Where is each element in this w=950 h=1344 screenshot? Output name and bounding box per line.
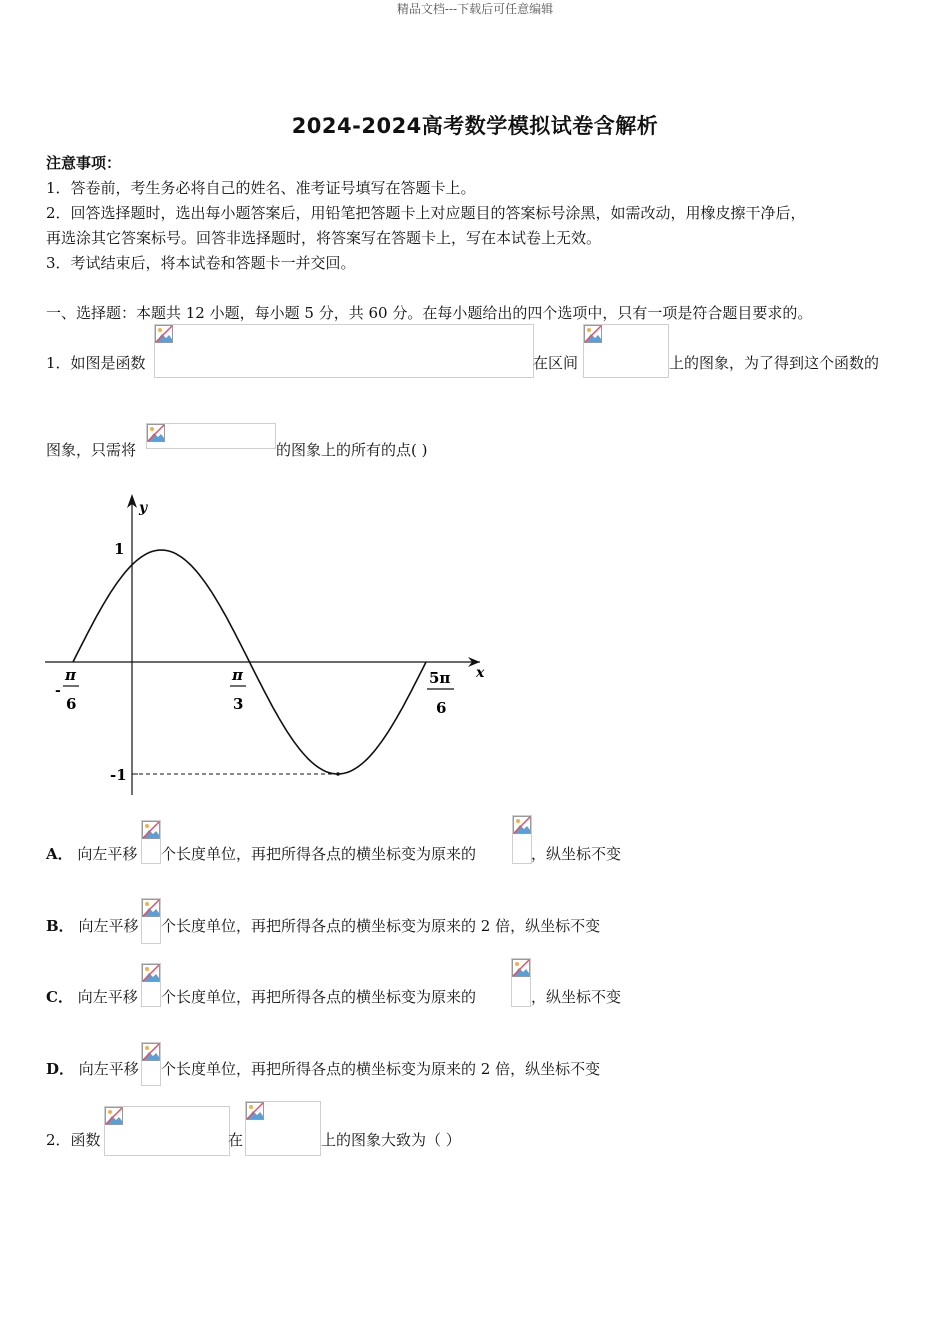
broken-image-icon <box>246 1102 264 1120</box>
broken-image-icon <box>142 821 160 839</box>
option-c-text-2: 个长度单位，再把所得各点的横坐标变为原来的 <box>161 988 477 1006</box>
tick-neg-pi6-den: 6 <box>66 695 77 713</box>
interval-image <box>583 324 669 378</box>
section-1-heading: 一、选择题：本题共 12 小题，每小题 5 分，共 60 分。在每小题给出的四个选项中，只有一项是符合题目要求的。 <box>46 304 813 322</box>
option-d-text-1: 向左平移 <box>78 1060 139 1078</box>
tick-pi3-den: 3 <box>233 695 244 713</box>
option-c-text-3: ，纵坐标不变 <box>531 988 622 1006</box>
tick-5pi6-den: 6 <box>436 699 447 717</box>
formula-image <box>104 1106 230 1156</box>
option-b-text-2: 个长度单位，再把所得各点的横坐标变为原来的 2 倍，纵坐标不变 <box>161 917 601 935</box>
option-b-text-1: 向左平移 <box>78 917 139 935</box>
broken-image-icon <box>105 1107 123 1125</box>
option-a-text-3: ，纵坐标不变 <box>531 845 622 863</box>
q1-text-3: 上的图象，为了得到这个函数的 <box>669 354 880 372</box>
shift-amount-image <box>141 963 161 1007</box>
option-a[interactable] <box>46 843 137 864</box>
notice-heading: 注意事项： <box>46 154 122 172</box>
x-label: x <box>476 665 485 681</box>
option-c-letter: C． <box>46 988 73 1006</box>
page-title: 2024-2024高考数学模拟试卷含解析 <box>291 114 659 138</box>
q1-text-5: 的图象上的所有的点( ) <box>276 441 428 459</box>
option-a-text-1: 向左平移 <box>77 845 138 863</box>
y-tick-neg-1: -1 <box>110 766 127 784</box>
q1-text-2: 在区间 <box>533 354 579 372</box>
formula-image <box>154 324 534 378</box>
broken-image-icon <box>142 964 160 982</box>
shift-amount-image <box>141 1042 161 1086</box>
broken-image-icon <box>142 899 160 917</box>
option-b-letter: B． <box>46 917 74 935</box>
option-d[interactable] <box>46 1058 139 1079</box>
q2-text-2: 在 <box>228 1131 244 1149</box>
sine-graph <box>40 490 500 810</box>
tick-neg-pi6-minus: - <box>55 683 61 699</box>
notice-item-3: 3．考试结束后，将本试卷和答题卡一并交回。 <box>46 254 356 272</box>
q1-text-4: 图象，只需将 <box>46 441 137 459</box>
option-c-text-1: 向左平移 <box>77 988 138 1006</box>
option-b[interactable] <box>46 915 138 936</box>
broken-image-icon <box>147 424 165 442</box>
notice-item-2b: 再选涂其它答案标号。回答非选择题时，将答案写在答题卡上，写在本试卷上无效。 <box>46 229 602 247</box>
notice-item-1: 1．答卷前，考生务必将自己的姓名、准考证号填写在答题卡上。 <box>46 179 476 197</box>
min-point <box>336 772 340 776</box>
q1-text-1: 1．如图是函数 <box>46 354 146 372</box>
scale-factor-image <box>511 958 531 1007</box>
tick-5pi6-num: 5π <box>429 669 451 687</box>
option-a-letter: A． <box>46 845 73 863</box>
broken-image-icon <box>513 816 531 834</box>
y-label: y <box>139 500 148 516</box>
header-note: 精品文档---下载后可任意编辑 <box>396 2 554 16</box>
broken-image-icon <box>142 1043 160 1061</box>
interval-image <box>245 1101 321 1156</box>
option-a-text-2: 个长度单位，再把所得各点的横坐标变为原来的 <box>161 845 477 863</box>
function-image <box>146 423 276 449</box>
broken-image-icon <box>584 325 602 343</box>
broken-image-icon <box>512 959 530 977</box>
shift-amount-image <box>141 898 161 944</box>
notice-item-2a: 2．回答选择题时，选出每小题答案后，用铅笔把答题卡上对应题目的答案标号涂黑，如需改动，用橡皮擦干净后， <box>46 204 806 222</box>
tick-pi3-num: π <box>232 666 243 684</box>
option-d-text-2: 个长度单位，再把所得各点的横坐标变为原来的 2 倍，纵坐标不变 <box>161 1060 601 1078</box>
broken-image-icon <box>155 325 173 343</box>
q2-text-1: 2．函数 <box>46 1131 101 1149</box>
option-c[interactable] <box>46 986 138 1007</box>
tick-neg-pi6-num: π <box>65 666 76 684</box>
option-d-letter: D． <box>46 1060 75 1078</box>
q2-text-3: 上的图象大致为（ ） <box>321 1131 461 1149</box>
scale-factor-image <box>512 815 532 864</box>
y-tick-1: 1 <box>114 540 125 558</box>
shift-amount-image <box>141 820 161 864</box>
